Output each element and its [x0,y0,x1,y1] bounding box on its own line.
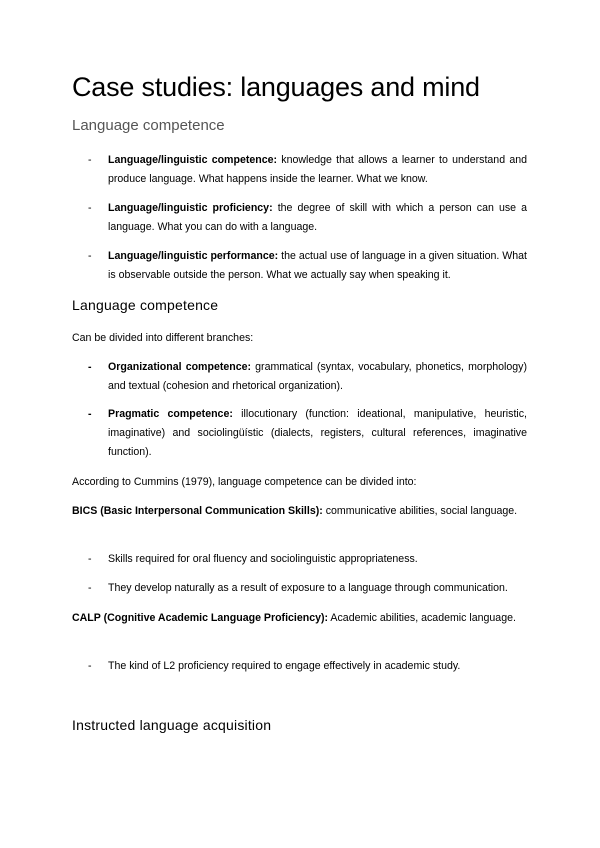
bullet-dash: - [88,250,92,262]
term-definition: the degree of skill with which a person can use a language. What you can do with a language. [108,202,527,233]
calp-definition: Academic abilities, academic language. [328,612,516,624]
section-heading-language-competence-2: Language competence [72,297,219,313]
calp-term: CALP (Cognitive Academic Language Proficiency): [72,612,329,624]
cummins-paragraph: According to Cummins (1979), language competence can be divided into: [72,476,417,488]
bics-paragraph [72,502,527,521]
bullet-dash: - [88,408,92,420]
bics-definition: communicative abilities, social language. [322,505,518,517]
list-item-bics-2 [88,579,527,598]
list-item-linguistic-competence [88,151,527,189]
list-item-organizational-competence [88,358,527,396]
list-item-pragmatic-competence [88,405,527,462]
bullet-dash: - [88,660,92,672]
bullet-dash: - [88,553,92,565]
page-title: Case studies: languages and mind [72,72,480,102]
list-item-bics-1 [88,550,527,569]
bullet-dash: - [88,202,92,214]
term-definition: the actual use of language in a given situation. What is observable outside the person. What we actually say when speaking it. [108,250,527,281]
list-item-linguistic-proficiency [88,199,527,237]
bullet-dash: - [88,361,92,373]
term-label: Pragmatic competence: [108,408,233,420]
bullet-dash: - [88,582,92,594]
term-definition: illocutionary (function: ideational, manipulative, heuristic, imaginative) and sociolingüístic (dialects, registers, cultural references, imaginative function). [108,408,527,458]
term-label: Language/linguistic competence: [108,154,278,166]
term-label: Language/linguistic performance: [108,250,279,262]
bics-term: BICS (Basic Interpersonal Communication Skills): [72,505,323,517]
list-item-text: Skills required for oral fluency and sociolinguistic appropriateness. [108,553,418,565]
term-label: Organizational competence: [108,361,252,373]
intro-paragraph: Can be divided into different branches: [72,332,254,344]
section-heading-instructed-acquisition: Instructed language acquisition [72,717,272,733]
section-heading-language-competence: Language competence [72,117,225,134]
term-definition: knowledge that allows a learner to understand and produce language. What happens inside the learner. What we know. [108,154,527,185]
term-label: Language/linguistic proficiency: [108,202,273,214]
list-item-text: They develop naturally as a result of exposure to a language through communication. [108,582,508,594]
calp-paragraph [72,609,527,628]
list-item-text: The kind of L2 proficiency required to engage effectively in academic study. [108,660,461,672]
bullet-dash: - [88,154,92,166]
list-item-calp-1 [88,657,527,676]
term-definition: grammatical (syntax, vocabulary, phonetics, morphology) and textual (cohesion and rhetorical organization). [108,361,527,392]
list-item-linguistic-performance [88,247,527,285]
